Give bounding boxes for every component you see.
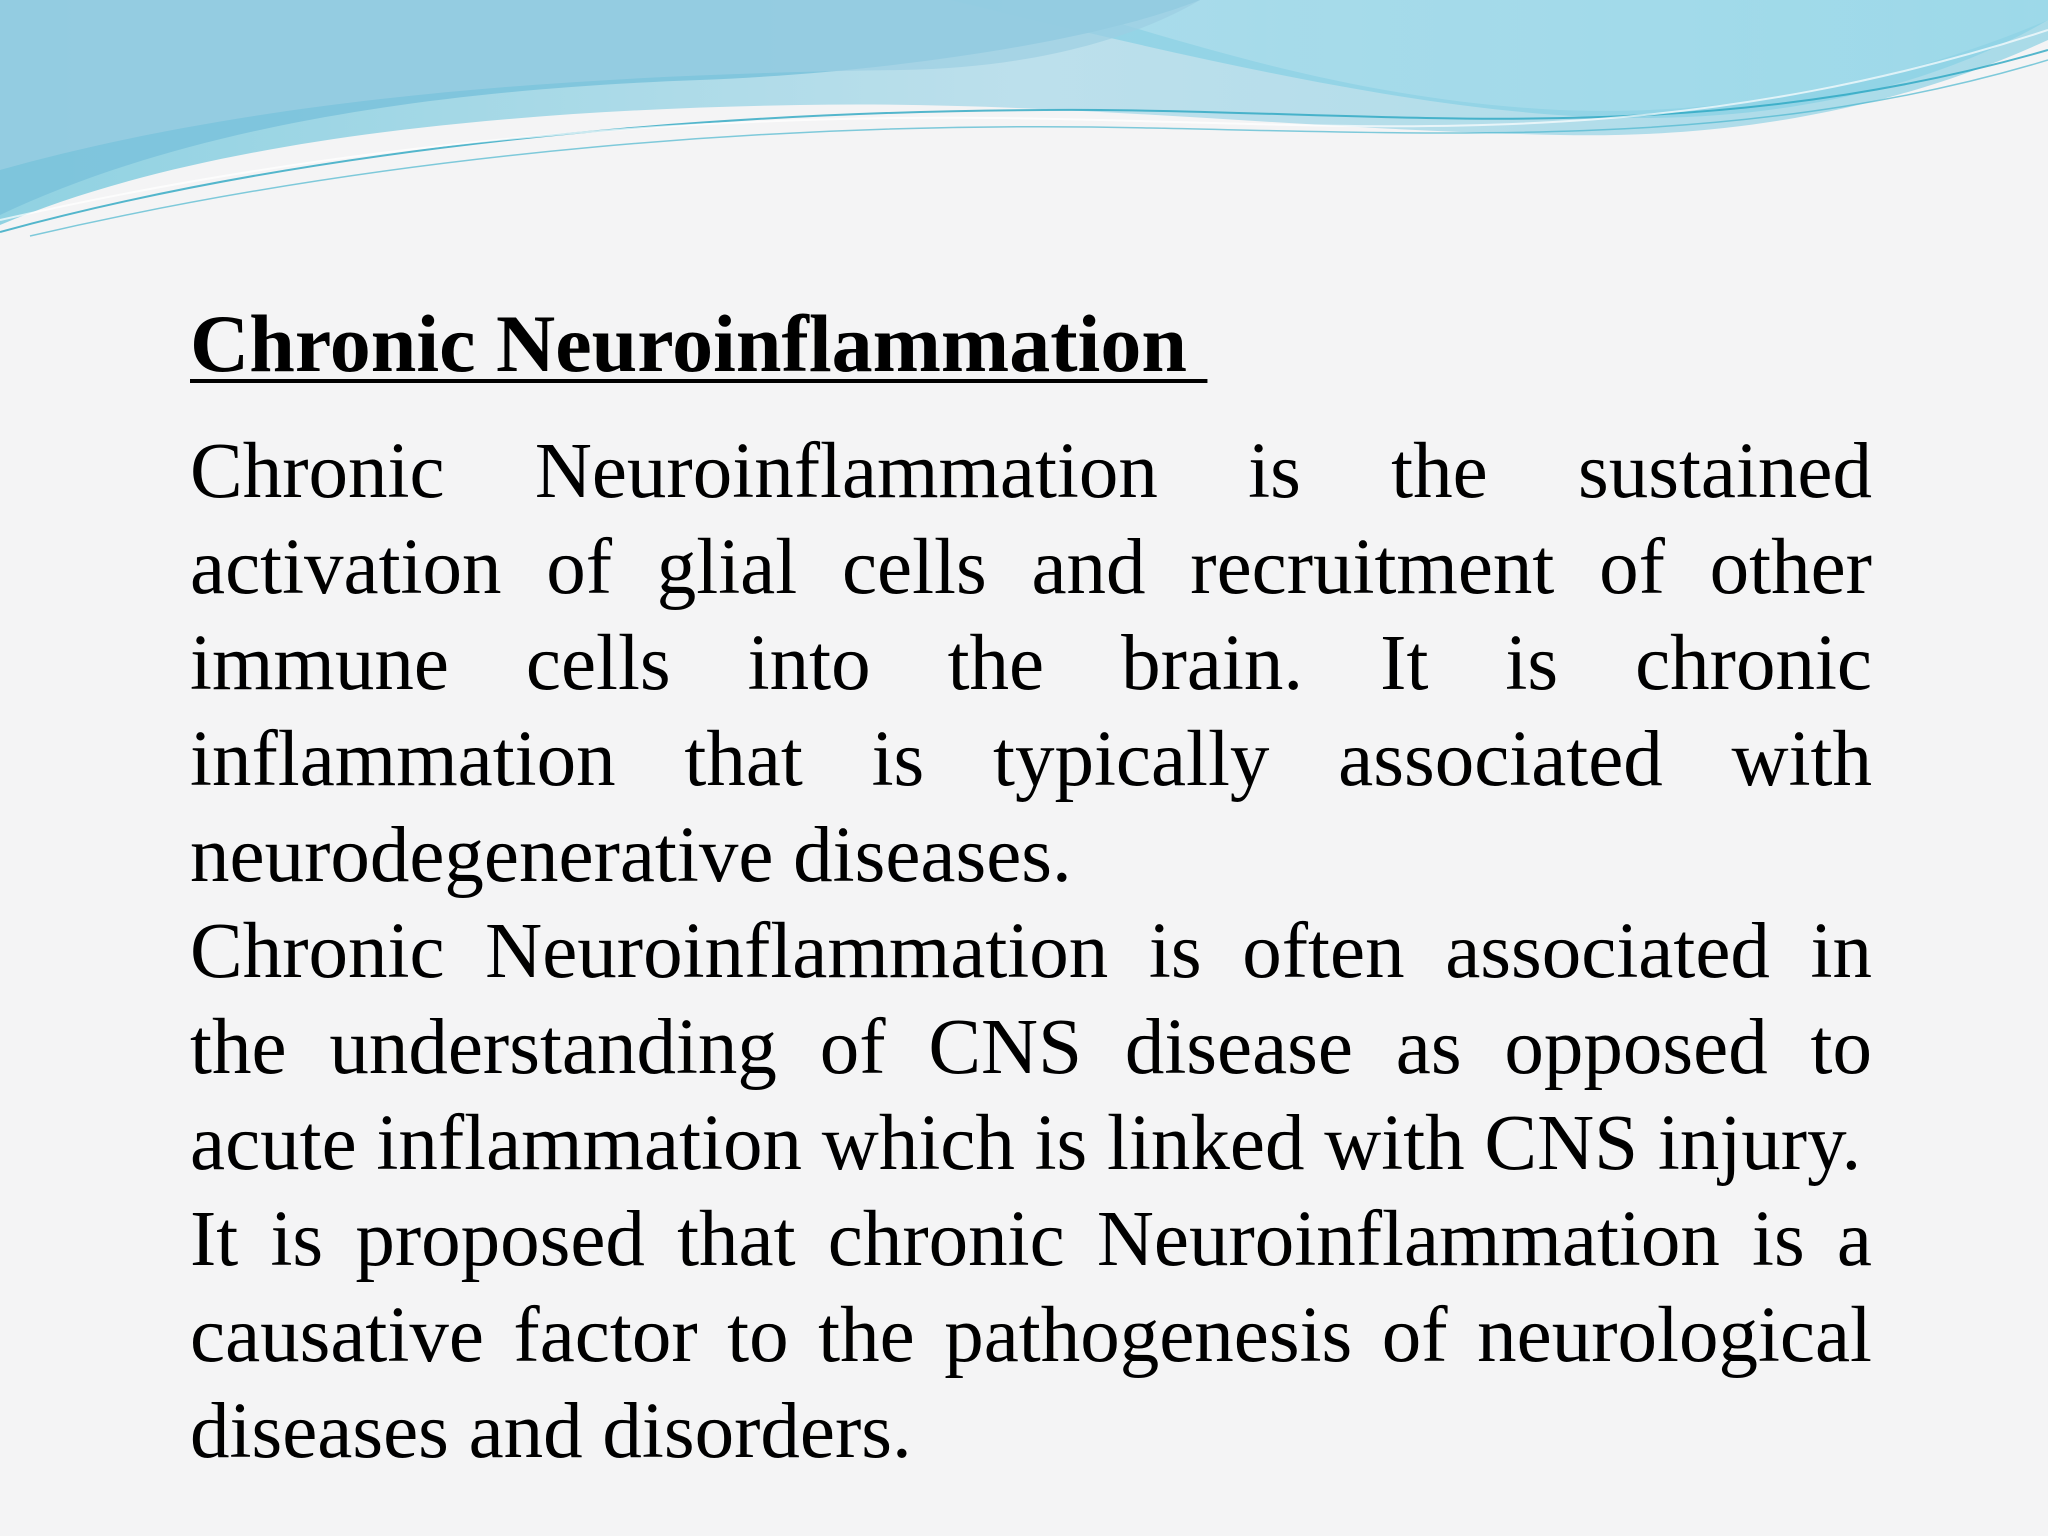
body-paragraph-2: Chronic Neuroinflammation is often associated in the understanding of CNS disease as opposed to acute inflammation which is linked with CNS injury. <box>190 908 1872 1187</box>
body-paragraph-1: Chronic Neuroinflammation is the sustained activation of glial cells and recruitment of other immune cells into the brain. It is chronic inflammation that is typically associated with neurodegenerative diseases. <box>190 428 1872 899</box>
slide-content <box>190 298 1872 1480</box>
header-wave-decoration <box>0 0 2048 240</box>
body-paragraph-3: It is proposed that chronic Neuroinflammation is a causative factor to the pathogenesis of neurological diseases and disorders. <box>190 1196 1872 1475</box>
slide-title: Chronic Neuroinflammation <box>190 298 1208 389</box>
